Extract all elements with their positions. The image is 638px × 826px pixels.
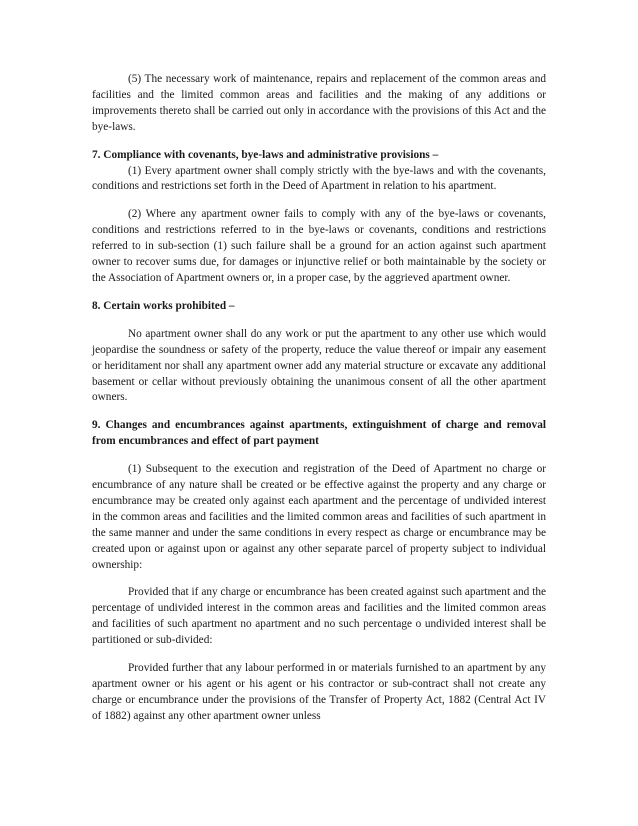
section-7-clause-2: (2) Where any apartment owner fails to comply with any of the bye-laws or covenants, conditions and restrictions referred to in the bye-laws or covenants, conditions and restrictions referred to in sub-section (1) such failure shall be a ground for an action against such apartment owner to recover sums due, for damages or injunctive relief or both maintainable by the society or the Association of Apartment owners or, in a proper case, by the aggrieved apartment owner. (92, 208, 546, 284)
section-8-heading: 8. Certain works prohibited – (92, 299, 235, 312)
section-9-proviso-2: Provided further that any labour performed in or materials furnished to an apartment by any apartment owner or his agent or his agent or his contractor or sub-contract shall not create any charge or encumbrance under the provisions of the Transfer of Property Act, 1882 (Central Act IV of 1882) against any other apartment owner unless (92, 662, 546, 722)
section-9-proviso-1: Provided that if any charge or encumbrance has been created against such apartment and the percentage of undivided interest in the common areas and facilities and the limited common areas and facilities of such apartment no apartment and no such percentage o undivided interest shall be partitioned or sub-divided: (92, 586, 546, 647)
section-9-heading: 9. Changes and encumbrances against apartments, extinguishment of charge and removal from encumbrances and effect of part payment (92, 419, 546, 448)
section-9-clause-1: (1) Subsequent to the execution and registration of the Deed of Apartment no charge or encumbrance of any nature shall be created or be effective against the property and any charge or encumbrance may be created only against each apartment and the percentage of undivided interest in the common areas and facilities and the limited common areas and facilities of such apartment in the same manner and under the same conditions in every respect as charge or encumbrance may be created upon or against upon or against any other separate parcel of property subject to individual ownership: (92, 463, 546, 571)
section-7-heading: 7. Compliance with covenants, bye-laws and administrative provisions – (92, 148, 439, 161)
document-page (92, 72, 546, 725)
section-6-clause-5: (5) The necessary work of maintenance, repairs and replacement of the common areas and facilities and the limited common areas and facilities and the making of any additions or improvements thereto shall be carried out only in accordance with the provisions of this Act and the bye-laws. (92, 73, 546, 133)
section-8-body: No apartment owner shall do any work or put the apartment to any other use which would jeopardise the soundness or safety of the property, reduce the value thereof or impair any easement or heriditament nor shall any apartment owner add any material structure or excavate any additional basement or cellar without previously obtaining the unanimous consent of all the other apartment owners. (92, 327, 546, 404)
section-7-clause-1: (1) Every apartment owner shall comply strictly with the bye-laws and with the covenants, conditions and restrictions set forth in the Deed of Apartment in relation to his apartment. (92, 164, 546, 193)
